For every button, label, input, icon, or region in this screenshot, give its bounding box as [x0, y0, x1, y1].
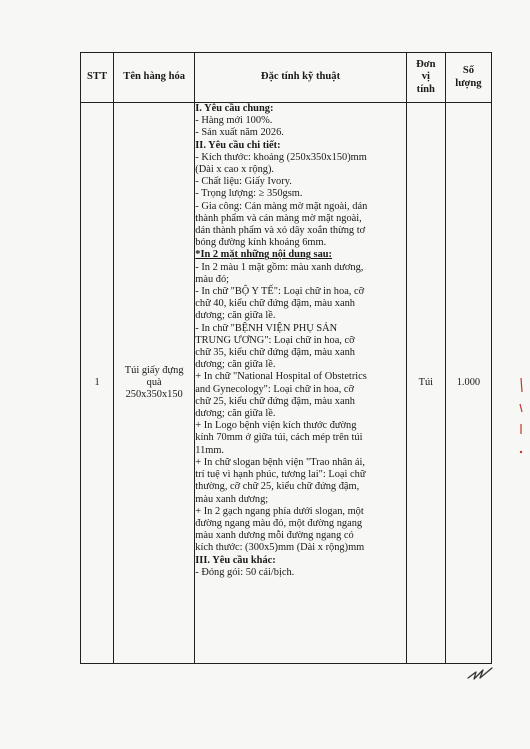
- stamp-edge-mark: [516, 378, 526, 488]
- spec-line: màu xanh dương mỗi đường ngang có: [195, 530, 354, 542]
- spec-line: 11mm.: [195, 444, 225, 456]
- table-row: [81, 103, 492, 664]
- spec-line: (Dài x cao x rộng).: [195, 164, 275, 176]
- row-item-name: [114, 103, 195, 664]
- row-unit: Túi: [406, 103, 445, 664]
- header-technical-spec: Đặc tính kỹ thuật: [195, 53, 407, 103]
- header-quantity: [445, 53, 491, 103]
- spec-table: [80, 52, 492, 664]
- spec-line: I. Yêu cầu chung:: [195, 103, 274, 114]
- spec-line: - In chữ "BỘ Y TẾ": Loại chữ in hoa, cỡ: [195, 286, 365, 298]
- item-name-line: quà: [146, 376, 162, 388]
- spec-line: - Kích thước: khoảng (250x350x150)mm: [195, 151, 367, 163]
- row-technical-spec: [195, 103, 407, 664]
- spec-line: - Hàng mới 100%.: [195, 115, 273, 127]
- spec-line: chữ 40, kiểu chữ đứng đậm, màu xanh: [195, 298, 355, 310]
- spec-line: - In chữ "BỆNH VIỆN PHỤ SẢN: [195, 322, 338, 334]
- header-unit-line: tính: [416, 83, 435, 95]
- row-stt: 1: [81, 103, 114, 664]
- spec-line: thường, cỡ chữ 25, kiểu chữ đứng đậm,: [195, 481, 360, 493]
- spec-line: and Gynecology": Loại chữ in hoa, cỡ: [195, 383, 355, 395]
- header-stt: STT: [81, 53, 114, 103]
- spec-line: + In 2 gạch ngang phía dưới slogan, một: [195, 505, 364, 517]
- spec-line: - Sản xuất năm 2026.: [195, 127, 284, 139]
- spec-line: màu đỏ;: [195, 273, 230, 285]
- item-name-line: 250x350x150: [125, 389, 183, 401]
- spec-line: dương; căn giữa lề.: [195, 408, 276, 420]
- spec-line: - Đóng gói: 50 cái/bịch.: [195, 566, 295, 578]
- header-qty-line: Số: [462, 65, 475, 76]
- spec-line: - In 2 màu 1 mặt gồm: màu xanh dương,: [195, 261, 364, 273]
- spec-line: đường ngang màu đỏ, một đường ngang: [195, 517, 363, 529]
- spec-line: - Gia công: Cán màng mờ mặt ngoài, dán: [195, 200, 368, 212]
- spec-line: II. Yêu cầu chi tiết:: [195, 139, 281, 151]
- header-unit: [406, 53, 445, 103]
- header-item-name: Tên hàng hóa: [114, 53, 195, 103]
- spec-line: kính 70mm ở giữa túi, cách mép trên túi: [195, 432, 363, 444]
- spec-line: + In chữ slogan bệnh viện "Trao nhân ái,: [195, 456, 366, 468]
- spec-line: dương; căn giữa lề.: [195, 359, 276, 371]
- spec-line: + In Logo bệnh viện kích thước đường: [195, 420, 357, 432]
- spec-line: dán thành phẩm và xỏ dây xoắn thừng tơ: [195, 225, 366, 237]
- spec-line: bóng đường kính khoảng 6mm.: [195, 237, 327, 249]
- header-unit-line: vị: [421, 71, 430, 83]
- spec-line: thành phẩm và cán màng mờ mặt ngoài,: [195, 212, 362, 224]
- row-quantity: 1.000: [445, 103, 491, 664]
- header-qty-line: lượng: [455, 77, 482, 89]
- spec-line: *In 2 mặt những nội dung sau:: [195, 249, 333, 261]
- spec-line: dương; căn giữa lề.: [195, 310, 276, 322]
- spec-line: III. Yêu cầu khác:: [195, 554, 276, 566]
- spec-line: - Chất liệu: Giấy Ivory.: [195, 176, 292, 188]
- signature-initial: [466, 664, 494, 682]
- spec-line: chữ 25, kiểu chữ đứng đậm, màu xanh: [195, 395, 355, 407]
- spec-line: - Trọng lượng: ≥ 350gsm.: [195, 188, 303, 200]
- spec-line: TRUNG ƯƠNG": Loại chữ in hoa, cỡ: [195, 334, 355, 346]
- spec-line: kích thước: (300x5)mm (Dài x rộng)mm: [195, 542, 365, 554]
- header-unit-line: Đơn: [416, 58, 436, 70]
- spec-line: màu xanh dương;: [195, 493, 269, 505]
- table-header-row: [81, 53, 492, 103]
- spec-line: + In chữ "National Hospital of Obstetrics: [195, 371, 367, 383]
- item-name-line: Túi giấy đựng: [124, 364, 184, 376]
- spec-line: trí tuệ vì hạnh phúc, tương lai": Loại chữ: [195, 469, 366, 481]
- spec-line: chữ 35, kiểu chữ đứng đậm, màu xanh: [195, 347, 355, 359]
